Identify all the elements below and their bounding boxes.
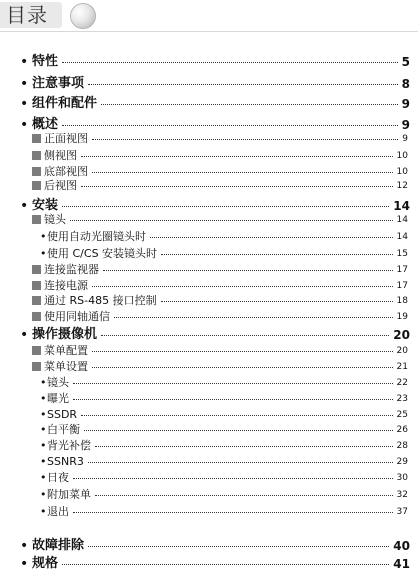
dot-leader — [92, 351, 393, 352]
toc-page-number: 20 — [393, 328, 410, 342]
toc-page-number: 14 — [396, 215, 408, 225]
dot-leader — [81, 415, 392, 416]
toc-entry-title: 日夜 — [47, 471, 69, 484]
dot-leader — [103, 270, 393, 271]
toc-entry-title: 底部视图 — [44, 165, 88, 178]
dot-leader — [70, 220, 393, 221]
square-bullet-icon — [32, 346, 41, 355]
toc-entry-title: 使用同轴通信 — [44, 310, 110, 323]
toc-entry-title: 曝光 — [47, 392, 69, 405]
toc-entry[interactable] — [0, 76, 418, 92]
square-bullet-icon — [32, 296, 41, 305]
toc-entry-title: 连接电源 — [44, 279, 88, 292]
dot-leader — [81, 156, 393, 157]
bullet-icon: • — [20, 327, 29, 343]
dot-leader — [88, 84, 398, 85]
toc-page-number: 20 — [396, 346, 408, 356]
dot-leader — [62, 206, 389, 207]
page-title: 目录 — [6, 3, 48, 27]
toc-entry-title: 菜单配置 — [44, 344, 88, 357]
toc-entry-title: 附加菜单 — [47, 488, 91, 501]
toc-entry[interactable] — [0, 178, 418, 194]
toc-entry-title: 组件和配件 — [32, 96, 98, 111]
bullet-icon: • — [20, 96, 29, 112]
toc-entry[interactable] — [0, 504, 418, 520]
bullet-icon: • — [20, 556, 29, 572]
dot-leader — [62, 125, 398, 126]
toc-entry[interactable] — [0, 454, 418, 470]
toc-entry-title: 规格 — [32, 556, 59, 571]
toc-page-number: 29 — [396, 457, 408, 467]
dot-leader — [84, 430, 393, 431]
toc-page-number: 8 — [401, 77, 410, 91]
toc-page-number: 30 — [396, 473, 408, 483]
dot-leader — [73, 478, 393, 479]
dot-leader — [95, 446, 393, 447]
toc-entry[interactable] — [0, 391, 418, 407]
toc-entry[interactable] — [0, 407, 418, 423]
dot-leader — [62, 564, 389, 565]
square-bullet-icon — [32, 134, 41, 143]
toc-entry[interactable] — [0, 487, 418, 503]
toc-entry[interactable] — [0, 278, 418, 294]
toc-entry[interactable] — [0, 293, 418, 309]
bullet-icon: • — [40, 423, 47, 436]
toc-page-number: 5 — [401, 55, 410, 69]
square-bullet-icon — [32, 312, 41, 321]
toc-entry[interactable] — [0, 131, 418, 147]
toc-page-number: 17 — [396, 265, 408, 275]
toc-entry[interactable] — [0, 54, 418, 70]
toc-entry-title: 使用 C/CS 安装镜头时 — [47, 247, 158, 260]
toc-entry-title: 菜单设置 — [44, 360, 88, 373]
toc-page-number: 26 — [396, 425, 408, 435]
toc-page-number: 10 — [396, 167, 408, 177]
square-bullet-icon — [32, 181, 41, 190]
toc-page-number: 37 — [396, 507, 408, 517]
toc-page-number: 10 — [396, 151, 408, 161]
bullet-icon: • — [20, 54, 29, 70]
square-bullet-icon — [32, 265, 41, 274]
dot-leader — [92, 172, 393, 173]
toc-entry[interactable] — [0, 359, 418, 375]
square-bullet-icon — [32, 281, 41, 290]
toc-page-number: 41 — [393, 557, 410, 571]
toc-entry-title: 特性 — [32, 54, 59, 69]
bullet-icon: • — [40, 408, 47, 421]
toc-entry[interactable] — [0, 212, 418, 228]
toc-entry-title: 后视图 — [44, 179, 77, 192]
toc-entry-title: 通过 RS-485 接口控制 — [44, 294, 157, 307]
toc-entry-title: 退出 — [47, 505, 69, 518]
toc-page-number: 22 — [396, 378, 408, 388]
toc-page-number: 40 — [393, 539, 410, 553]
toc-page-number: 19 — [396, 312, 408, 322]
toc-entry[interactable] — [0, 438, 418, 454]
dot-leader — [114, 317, 393, 318]
toc-entry[interactable] — [0, 343, 418, 359]
toc-page-number: 25 — [396, 410, 408, 420]
square-bullet-icon — [32, 215, 41, 224]
toc-entry-title: SSDR — [47, 408, 78, 421]
toc-entry-title: 安装 — [32, 198, 59, 213]
toc-entry-title: 连接监视器 — [44, 263, 99, 276]
bullet-icon: • — [40, 230, 47, 243]
toc-entry-title: 使用自动光圈镜头时 — [47, 230, 146, 243]
dot-leader — [101, 104, 398, 105]
bullet-icon: • — [40, 247, 47, 260]
toc-entry-title: 镜头 — [44, 213, 66, 226]
toc-entry[interactable] — [0, 470, 418, 486]
dot-leader — [161, 254, 393, 255]
toc-page-number: 28 — [396, 441, 408, 451]
bullet-icon: • — [20, 198, 29, 214]
toc-page-number: 18 — [396, 296, 408, 306]
toc-entry[interactable] — [0, 309, 418, 325]
toc-page-number: 14 — [393, 199, 410, 213]
toc-entry[interactable] — [0, 375, 418, 391]
bullet-icon: • — [40, 488, 47, 501]
toc-entry-title: 背光补偿 — [47, 439, 91, 452]
toc-page-number: 21 — [396, 362, 408, 372]
dot-leader — [92, 286, 393, 287]
toc-entry-title: 操作摄像机 — [32, 327, 98, 342]
dot-leader — [101, 335, 389, 336]
dot-leader — [73, 383, 393, 384]
dot-leader — [73, 512, 393, 513]
toc-entry-title: 概述 — [32, 117, 59, 132]
bullet-icon: • — [20, 117, 29, 133]
bullet-icon: • — [40, 392, 47, 405]
toc-page-number: 15 — [396, 249, 408, 259]
toc-entry-title: SSNR3 — [47, 455, 84, 468]
dot-leader — [150, 237, 393, 238]
dot-leader — [88, 462, 393, 463]
bullet-icon: • — [20, 76, 29, 92]
toc-page-number: 17 — [396, 281, 408, 291]
toc-entry[interactable] — [0, 96, 418, 112]
toc-page-number: 23 — [396, 394, 408, 404]
toc-entry[interactable] — [0, 327, 418, 343]
bullet-icon: • — [40, 439, 47, 452]
dot-leader — [95, 495, 393, 496]
toc-page-number: 14 — [396, 232, 408, 242]
toc-entry-title: 正面视图 — [44, 132, 88, 145]
toc-page-number: 12 — [396, 181, 408, 191]
bullet-icon: • — [40, 455, 47, 468]
square-bullet-icon — [32, 151, 41, 160]
toc-entry[interactable] — [0, 262, 418, 278]
dot-leader — [161, 301, 393, 302]
dot-leader — [81, 186, 393, 187]
toc-entry[interactable] — [0, 148, 418, 164]
toc-entry-title: 侧视图 — [44, 149, 77, 162]
bullet-icon: • — [40, 471, 47, 484]
square-bullet-icon — [32, 362, 41, 371]
toc-page-number: 9 — [401, 118, 410, 132]
toc-page-number: 9 — [402, 134, 408, 144]
toc-entry-title: 故障排除 — [32, 538, 85, 553]
toc-entry[interactable] — [0, 246, 418, 262]
toc-entry[interactable] — [0, 556, 418, 572]
dot-leader — [73, 399, 393, 400]
toc-entry-title: 注意事项 — [32, 76, 85, 91]
toc-page-number: 9 — [401, 97, 410, 111]
toc-page-number: 32 — [396, 490, 408, 500]
square-bullet-icon — [32, 167, 41, 176]
toc-entry[interactable] — [0, 229, 418, 245]
toc-entry[interactable] — [0, 538, 418, 554]
bullet-icon: • — [40, 376, 47, 389]
bullet-icon: • — [40, 505, 47, 518]
bullet-icon: • — [20, 538, 29, 554]
toc-entry[interactable] — [0, 422, 418, 438]
dot-leader — [92, 367, 393, 368]
dot-leader — [88, 546, 389, 547]
dot-leader — [62, 62, 398, 63]
toc-entry-title: 白平衡 — [47, 423, 80, 436]
dot-leader — [92, 139, 398, 140]
toc-entry-title: 镜头 — [47, 376, 69, 389]
